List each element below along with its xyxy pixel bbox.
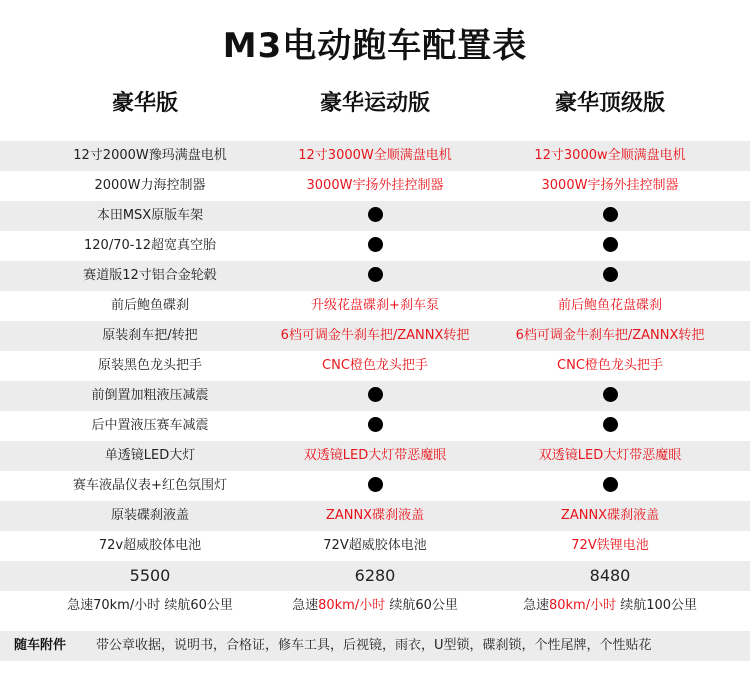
filled-circle-icon: [368, 237, 383, 252]
spec-top: ZANNX碟刹液盖: [560, 508, 660, 523]
spec-base: 原装碟刹液盖: [110, 508, 189, 523]
filled-circle-icon: [603, 387, 618, 402]
spec-base: 72v超威胶体电池: [98, 538, 202, 553]
spec-top: [490, 411, 730, 441]
spec-base: 本田MSX原版车架: [96, 208, 204, 223]
spec-base: 2000W力海控制器: [94, 178, 206, 193]
table-row: [0, 411, 750, 441]
spec-base: 后中置液压赛车减震: [91, 418, 209, 433]
accessories-list: 带公章收据，说明书，合格证，修车工具，后视镜，雨衣，U型锁，碟刹锁，个性尾牌，个性贴花: [96, 638, 652, 653]
filled-circle-icon: [368, 267, 383, 282]
spec-top: CNC橙色龙头把手: [557, 358, 663, 373]
filled-circle-icon: [368, 417, 383, 432]
speed-value: 80km/小时: [318, 598, 386, 613]
speed-value: 80km/小时: [548, 598, 617, 613]
spec-base: 前后鲍鱼碟刹: [110, 298, 189, 313]
table-row-performance: [0, 591, 750, 621]
spec-top: [490, 201, 730, 231]
table-row: [0, 261, 750, 291]
header-luxury-sport: 豪华运动版: [319, 91, 430, 116]
config-table: [0, 141, 750, 621]
spec-top: [490, 261, 730, 291]
filled-circle-icon: [368, 477, 383, 492]
table-row: [0, 231, 750, 261]
table-row-price: [0, 561, 750, 591]
price-base: 5500: [129, 566, 171, 585]
filled-circle-icon: [603, 477, 618, 492]
spec-base: 12寸2000W豫玛满盘电机: [73, 148, 227, 163]
table-row: [0, 441, 750, 471]
price-sport: 6280: [354, 566, 396, 585]
spec-sport: 升级花盘碟刹+刹车泵: [311, 298, 439, 313]
table-row: [0, 171, 750, 201]
spec-sport: 72V超威胶体电池: [323, 538, 427, 553]
spec-sport: [260, 381, 490, 411]
performance-sport: [260, 591, 490, 621]
spec-sport: [260, 231, 490, 261]
filled-circle-icon: [368, 207, 383, 222]
range-text: 续航100公里: [616, 598, 698, 613]
spec-sport: [260, 471, 490, 501]
spec-sport: [260, 261, 490, 291]
accessories-label: 随车附件: [14, 638, 67, 653]
price-top: 8480: [589, 566, 631, 585]
filled-circle-icon: [368, 387, 383, 402]
spec-sport: 双透镜LED大灯带恶魔眼: [303, 448, 447, 463]
table-row: [0, 351, 750, 381]
table-row: [0, 291, 750, 321]
spec-base: 120/70-12超宽真空胎: [84, 238, 216, 253]
spec-top: 3000W宇扬外挂控制器: [541, 178, 679, 193]
column-headers: [0, 86, 750, 126]
header-luxury-top: 豪华顶级版: [554, 91, 665, 116]
filled-circle-icon: [603, 207, 618, 222]
spec-sport: 12寸3000W全顺满盘电机: [298, 148, 452, 163]
spec-top: 前后鲍鱼花盘碟刹: [557, 298, 662, 313]
spec-top: [490, 381, 730, 411]
filled-circle-icon: [603, 267, 618, 282]
spec-sport: 3000W宇扬外挂控制器: [306, 178, 444, 193]
spec-base: 单透镜LED大灯: [104, 448, 196, 463]
filled-circle-icon: [603, 417, 618, 432]
spec-base: 前倒置加粗液压减震: [91, 388, 209, 403]
spec-sport: [260, 201, 490, 231]
spec-top: 双透镜LED大灯带恶魔眼: [538, 448, 682, 463]
accessories-row: [0, 631, 750, 661]
spec-top: 12寸3000w全顺满盘电机: [534, 148, 686, 163]
spec-base: 原装黑色龙头把手: [97, 358, 202, 373]
spec-top: [490, 231, 730, 261]
spec-base: 赛车液晶仪表+红色氛围灯: [73, 478, 227, 493]
performance-top: [490, 591, 730, 621]
spec-top: 72V铁锂电池: [571, 538, 649, 553]
speed-label: 急速: [522, 598, 549, 613]
table-row: [0, 501, 750, 531]
spec-sport: 6档可调金牛刹车把/ZANNX转把: [280, 328, 470, 343]
speed-label: 急速: [292, 598, 319, 613]
spec-base: 赛道版12寸铝合金轮毂: [83, 268, 217, 283]
header-luxury: 豪华版: [111, 91, 178, 116]
range-text: 续航60公里: [385, 598, 458, 613]
filled-circle-icon: [603, 237, 618, 252]
spec-top: [490, 471, 730, 501]
table-row: [0, 141, 750, 171]
spec-sport: [260, 411, 490, 441]
page-title: M3电动跑车配置表: [222, 26, 528, 66]
table-row: [0, 321, 750, 351]
table-row: [0, 201, 750, 231]
spec-base: 原装刹车把/转把: [102, 328, 198, 343]
table-row: [0, 381, 750, 411]
table-row: [0, 471, 750, 501]
performance-base: 急速70km/小时 续航60公里: [67, 598, 233, 613]
spec-sport: CNC橙色龙头把手: [322, 358, 428, 373]
spec-top: 6档可调金牛刹车把/ZANNX转把: [515, 328, 705, 343]
spec-sport: ZANNX碟刹液盖: [325, 508, 425, 523]
table-row: [0, 531, 750, 561]
